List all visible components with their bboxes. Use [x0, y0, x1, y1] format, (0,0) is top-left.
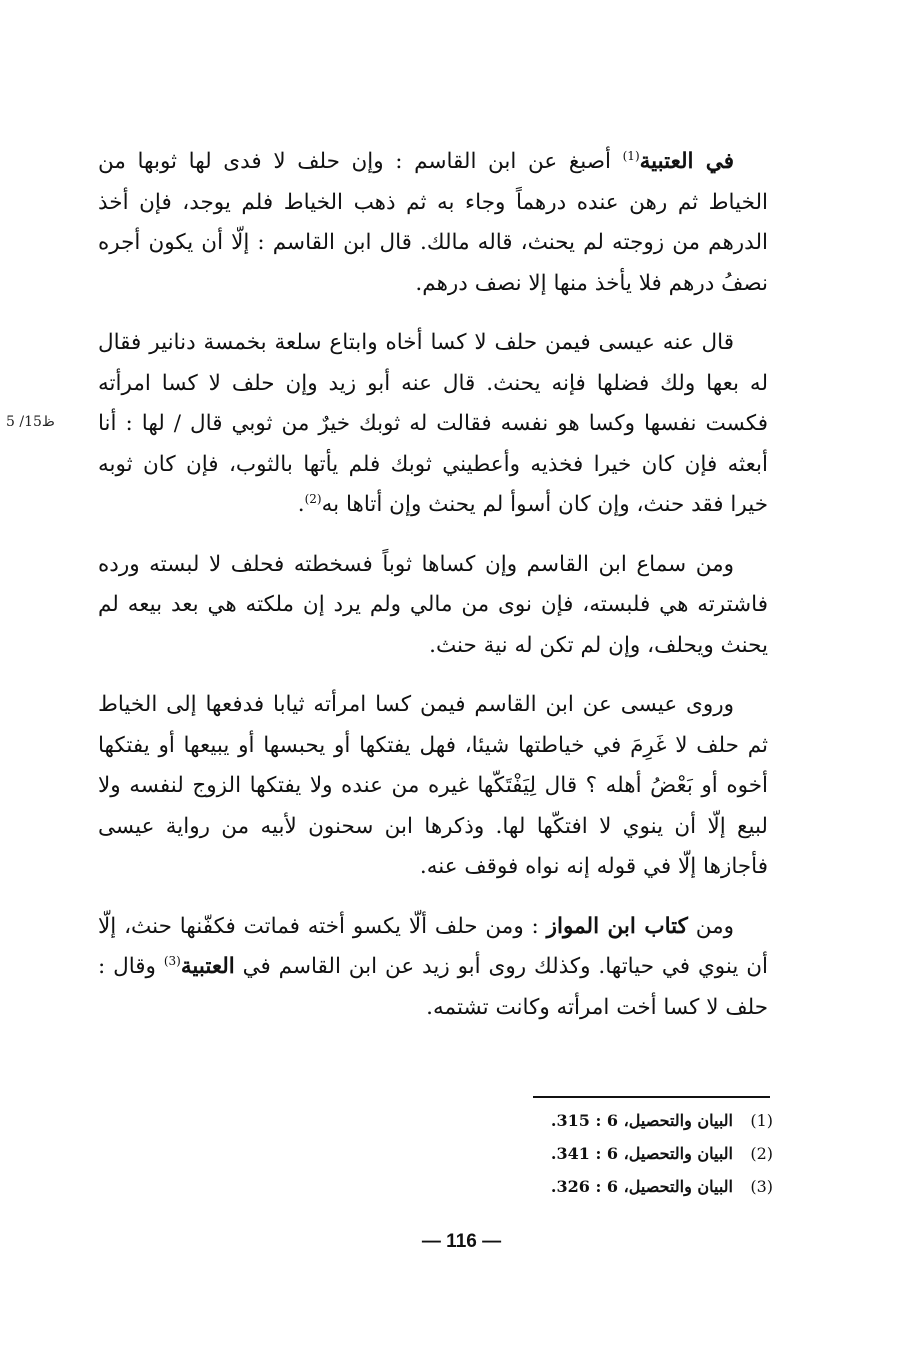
footnote-text: البيان والتحصيل، 6 : 326.	[550, 1177, 733, 1196]
paragraph-3	[98, 545, 768, 667]
footnote-number: (3)	[750, 1177, 773, 1196]
bold-term: كتاب ابن المواز	[546, 913, 688, 939]
paragraph-tail: .	[297, 492, 305, 517]
paragraph-text: وروى عيسى عن ابن القاسم فيمن كسا امرأته ثيابا فدفعها إلى الخياط ثم حلف لا غَرِمَ في خياطتها شيئا، فهل يفتكها أو يحبسها أو يبيعها أو يفتكها أخوه أو بَعْضُ أهله ؟ قال لِيَفْتَكّها غيره من عنده ولا يفتكها الزوج لنفسه ولا لبيع إلّا أن ينوي لا افتكّها لها. وذكرها ابن سحنون لأبيه من رواية عيسى فأجازها إلّا في قوله إنه نواه فوقف عنه.	[98, 692, 768, 879]
footnote-ref: (1)	[622, 148, 640, 163]
footnote-item	[470, 1170, 773, 1203]
paragraph-text: أصبغ عن ابن القاسم : وإن حلف لا فدى لها ثوبها من الخياط ثم رهن عنده درهماً وجاء به ثم ذهب الخياط فلم يوجد، فإن أخذ الدرهم من زوجته لم يحنث، قاله مالك. قال ابن القاسم : إلّا أن يكون أجره نصفُ درهم فلا يأخذ منها إلا نصف درهم.	[98, 149, 768, 296]
footnote-text: البيان والتحصيل، 6 : 341.	[550, 1144, 733, 1163]
paragraph-5	[98, 907, 768, 1029]
paragraph-2	[98, 323, 768, 526]
paragraph-1	[98, 142, 768, 304]
footnote-number: (2)	[750, 1144, 773, 1163]
paragraph-tail: وقال : حلف لا كسا أخت امرأته وكانت تشتمه.	[98, 954, 768, 1020]
bold-term: في العتبية	[639, 149, 734, 174]
body-text	[98, 142, 768, 1047]
footnote-item	[470, 1137, 773, 1170]
footnotes	[470, 1104, 773, 1203]
footnote-item	[470, 1104, 773, 1137]
footnote-divider	[533, 1096, 770, 1098]
paragraph-text: : ومن حلف ألّا يكسو أخته فماتت فكفّنها حنث، إلّا أن ينوي في حياتها. وكذلك روى أبو زيد عن ابن القاسم في	[98, 913, 768, 979]
page-number: — 116 —	[421, 1231, 502, 1252]
bold-term: العتبية	[180, 954, 235, 979]
paragraph-text: قال عنه عيسى فيمن حلف لا كسا أخاه وابتاع سلعة بخمسة دنانير فقال له بعها ولك فضلها فإنه يحنث. قال عنه أبو زيد وإن حلف لا كسا امرأته فكست نفسها وكسا هو نفسه فقالت له ثوبك خيرٌ من ثوبي قال / لها : أنا أبعثه فإن كان خيرا فخذيه وأعطيني ثوبك فلم يأتها بالثوب، فإن كان ثوبه خيرا فقد حنث، وإن كان أسوأ لم يحنث وإن أتاها به	[98, 330, 768, 517]
footnote-text: البيان والتحصيل، 6 : 315.	[550, 1111, 733, 1130]
paragraph-text: ومن سماع ابن القاسم وإن كساها ثوباً فسخطته فحلف لا لبسته ورده فاشترته هي فلبسته، فإن نوى من مالي ولم يرد إن ملكته هي بعد بيعه لم يحنث ويحلف، وإن لم تكن له نية حنث.	[98, 551, 768, 658]
footnote-number: (1)	[750, 1111, 773, 1130]
footnote-ref: (3)	[163, 953, 181, 968]
margin-note: 5 /15ظ	[6, 414, 55, 430]
footnote-ref: (2)	[304, 491, 322, 506]
paragraph-4	[98, 685, 768, 888]
paragraph-pre: ومن	[687, 913, 734, 939]
